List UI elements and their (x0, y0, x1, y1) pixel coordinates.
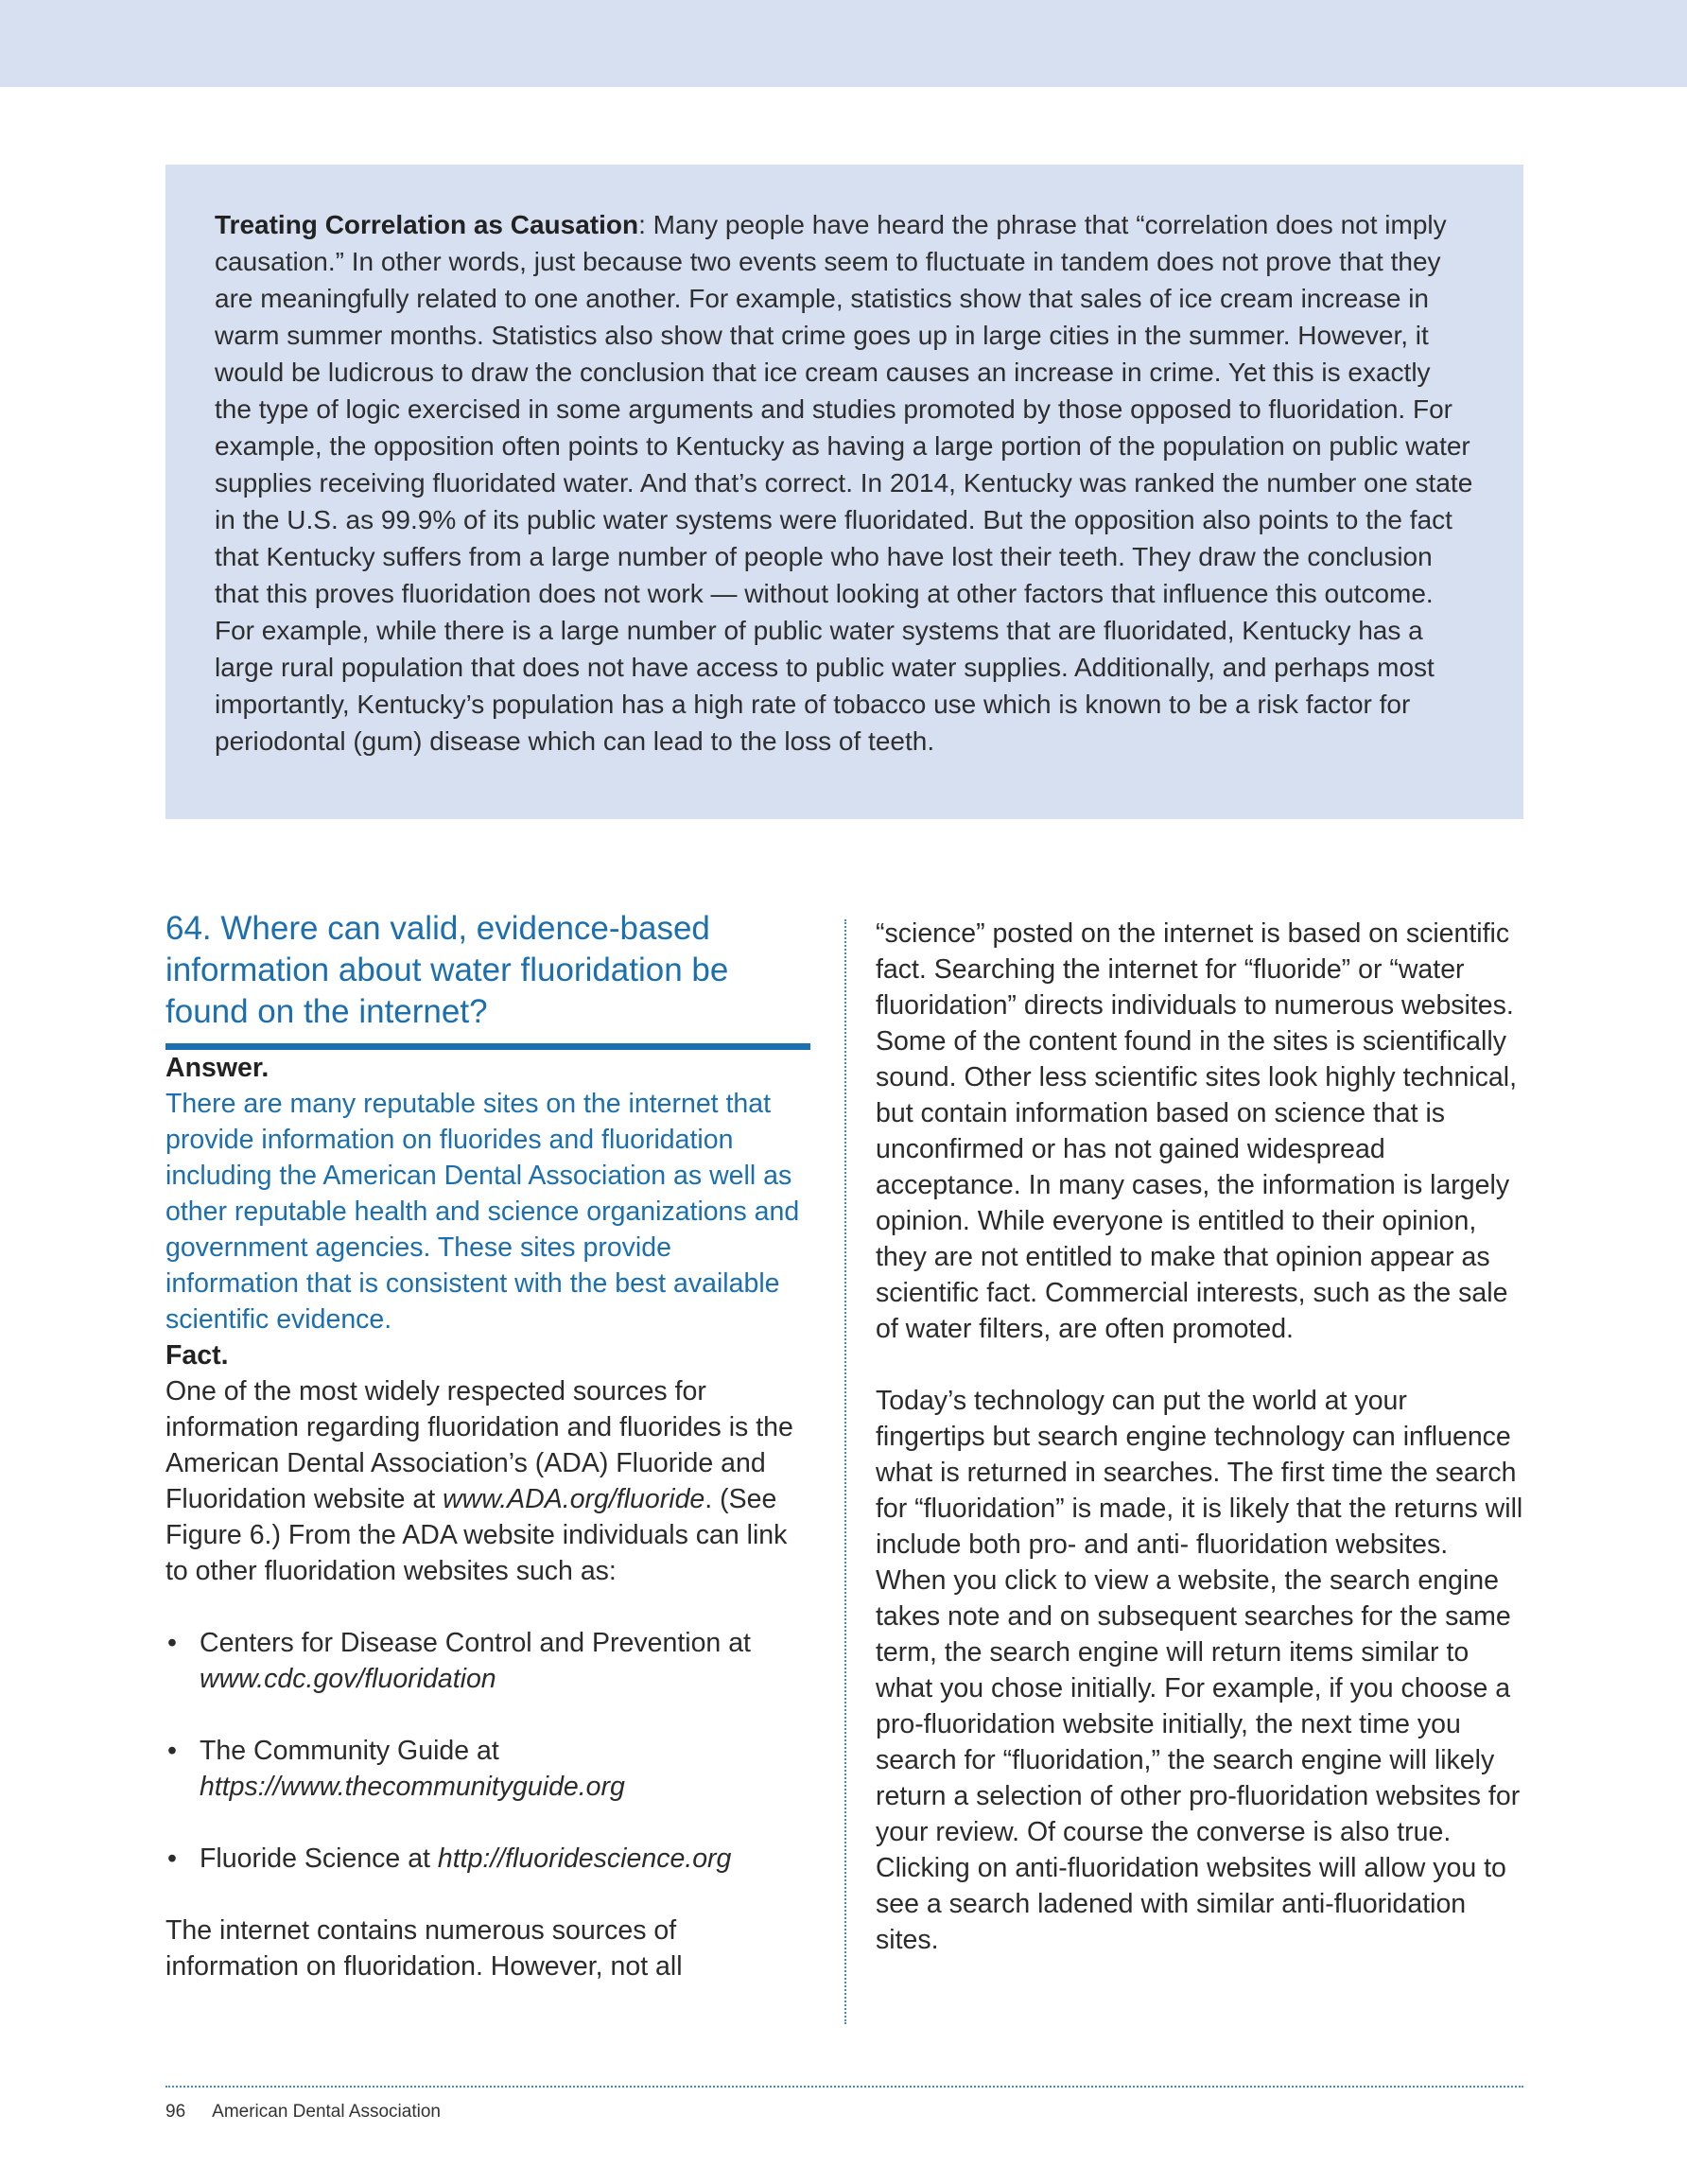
ada-fluoride-link[interactable]: www.ADA.org/fluoride (443, 1484, 705, 1514)
callout-text: : Many people have heard the phrase that “correlation does not imply causation.” In other words, just because two events seem to fluctuate in tandem does not prove that they are meaningfully related to one another. For example, statistics show that sales of ice cream increase in warm summer months. Statistics also show that crime goes up in large cities in the summer. However, it would be ludicrous to draw the conclusion that ice cream causes an increase in crime. Yet this is exactly the type of logic exercised in some arguments and studies promoted by those opposed to fluoridation. For example, the opposition often points to Kentucky as having a large portion of the population on public water supplies receiving fluoridated water. And that’s correct. In 2014, Kentucky was ranked the number one state in the U.S. as 99.9% of its public water systems were fluoridated. But the opposition also points to the fact that Kentucky suffers from a large number of people who have lost their teeth. They draw the conclusion that this proves fluoridation does not work — without looking at other factors that influence this outcome. For example, while there is a large number of public water systems that are fluoridated, Kentucky has a large rural population that does not have access to public water supplies. Additionally, and perhaps most importantly, Kentucky’s population has a high rate of tobacco use which is known to be a risk factor for periodontal (gum) disease which can lead to the loss of teeth. (215, 210, 1473, 756)
fact-intro (165, 1373, 810, 1589)
closing-text: The internet contains numerous sources of information on fluoridation. However, not all (165, 1915, 683, 1982)
resource-list (165, 1625, 810, 1877)
fluoride-science-link[interactable]: http://fluoridescience.org (437, 1843, 732, 1874)
callout-lead: Treating Correlation as Causation (215, 210, 639, 239)
community-guide-link[interactable]: https://www.thecommunityguide.org (200, 1772, 625, 1802)
bullet-icon: • (167, 1628, 177, 1658)
bullet-icon: • (167, 1843, 177, 1874)
question-rule (165, 1043, 810, 1050)
list-item-text: The Community Guide at (200, 1736, 499, 1766)
list-item (165, 1841, 810, 1877)
left-column (165, 908, 810, 1984)
list-item (165, 1625, 810, 1697)
list-item (165, 1733, 810, 1805)
callout-box (165, 165, 1523, 819)
page-footer (165, 2102, 441, 2123)
publisher-name: American Dental Association (212, 2102, 441, 2122)
footer-rule (165, 2086, 1523, 2088)
right-column (876, 916, 1523, 1958)
question-title: 64. Where can valid, evidence-based information about water fluoridation be found on the internet? (165, 910, 729, 1030)
fact-intro-tail: . (See Figure 6.) From the ADA website individuals can link to other fluoridation websites such as: (165, 1484, 788, 1586)
column-divider (844, 919, 846, 2024)
left-body (165, 1050, 810, 1984)
page-number: 96 (165, 2102, 186, 2122)
bullet-icon: • (167, 1736, 177, 1766)
top-color-band (0, 0, 1687, 87)
list-item-text: Fluoride Science at (200, 1843, 438, 1874)
fact-label: Fact. (165, 1340, 229, 1371)
cdc-link[interactable]: www.cdc.gov/fluoridation (200, 1664, 496, 1694)
right-paragraph-2: Today’s technology can put the world at your fingertips but search engine technology can influence what is returned in searches. The first time the search for “fluoridation” is made, it is likely that the returns will include both pro- and anti- fluoridation websites. When you click to view a website, the search engine takes note and on subsequent searches for the same term, the search engine will return items similar to what you chose initially. For example, if you choose a pro-fluoridation website initially, the next time you search for “fluoridation,” the search engine will likely return a selection of other pro-fluoridation websites for your review. Of course the converse is also true. Clicking on anti-fluoridation websites will allow you to see a search ladened with similar anti-fluoridation sites. (876, 1386, 1523, 1955)
fact-intro-text: One of the most widely respected sources for information regarding fluoridation and fluorides is the American Dental Association’s (ADA) Fluoride and Fluoridation website at (165, 1376, 793, 1514)
right-paragraph-1: “science” posted on the internet is based on scientific fact. Searching the internet for “fluoride” or “water fluoridation” directs individuals to numerous websites. Some of the content found in the sites is scientifically sound. Other less scientific sites look highly technical, but contain information based on science that is unconfirmed or has not gained widespread acceptance. In many cases, the information is largely opinion. While everyone is entitled to their opinion, they are not entitled to make that opinion appear as scientific fact. Commercial interests, such as the sale of water filters, are often promoted. (876, 918, 1517, 1344)
callout-paragraph (215, 206, 1474, 760)
answer-label: Answer. (165, 1053, 270, 1083)
answer-text: There are many reputable sites on the internet that provide information on fluorides and fluoridation including the American Dental Association as well as other reputable health and science organizations and government agencies. These sites provide information that is consistent with the best available scientific evidence. (165, 1089, 800, 1335)
list-item-text: Centers for Disease Control and Prevention at (200, 1628, 751, 1658)
